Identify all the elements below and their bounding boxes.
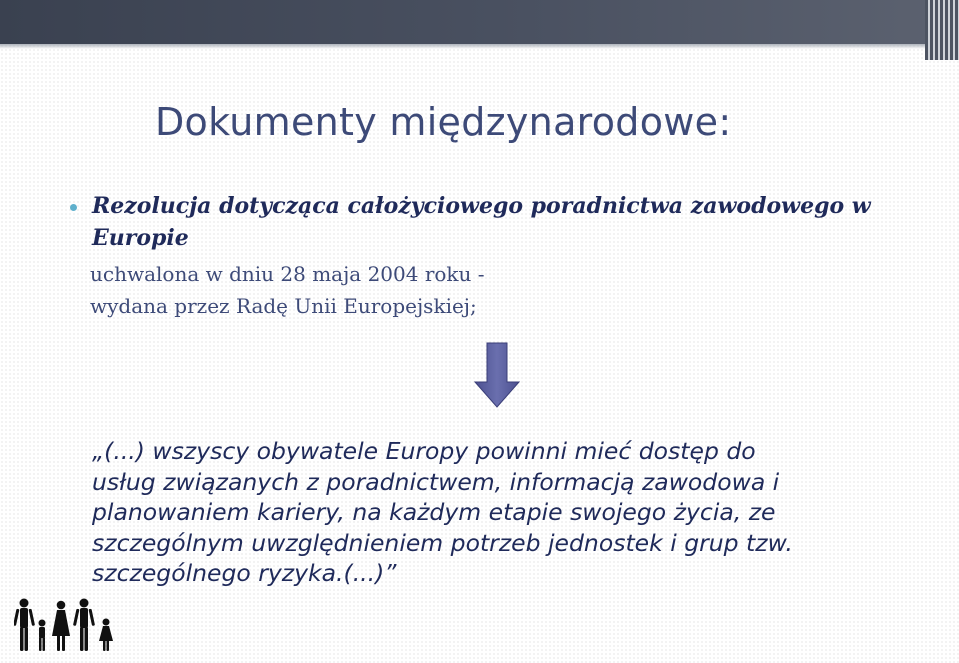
resolution-heading: Rezolucja dotycząca całożyciowego poradnictwa zawodowego w Europie: [92, 193, 871, 251]
top-header-bar: [0, 0, 959, 44]
resolution-info: [90, 258, 910, 322]
quote-line: „(...) wszyscy obywatele Europy powinni mieć dostęp do: [92, 437, 756, 465]
quote-block: [92, 436, 932, 589]
quote-line: szczególnego ryzyka.(...)”: [92, 559, 397, 587]
quote-line: szczególnym uwzględnieniem potrzeb jednostek i grup tzw.: [92, 528, 793, 557]
bullet-dot-icon: [70, 204, 77, 211]
adoption-date-line: uchwalona w dniu 28 maja 2004 roku -: [90, 262, 485, 286]
down-arrow-icon: [474, 342, 520, 408]
header-stripes: [925, 0, 959, 60]
quote-line: usług związanych z poradnictwem, informacją zawodowa i: [92, 467, 780, 496]
family-silhouette-icon: [14, 598, 118, 652]
issuer-line: wydana przez Radę Unii Europejskiej;: [90, 294, 477, 318]
quote-line: planowaniem kariery, na każdym etapie swojego życia, ze: [92, 498, 776, 526]
slide-title: Dokumenty międzynarodowe:: [155, 100, 732, 144]
